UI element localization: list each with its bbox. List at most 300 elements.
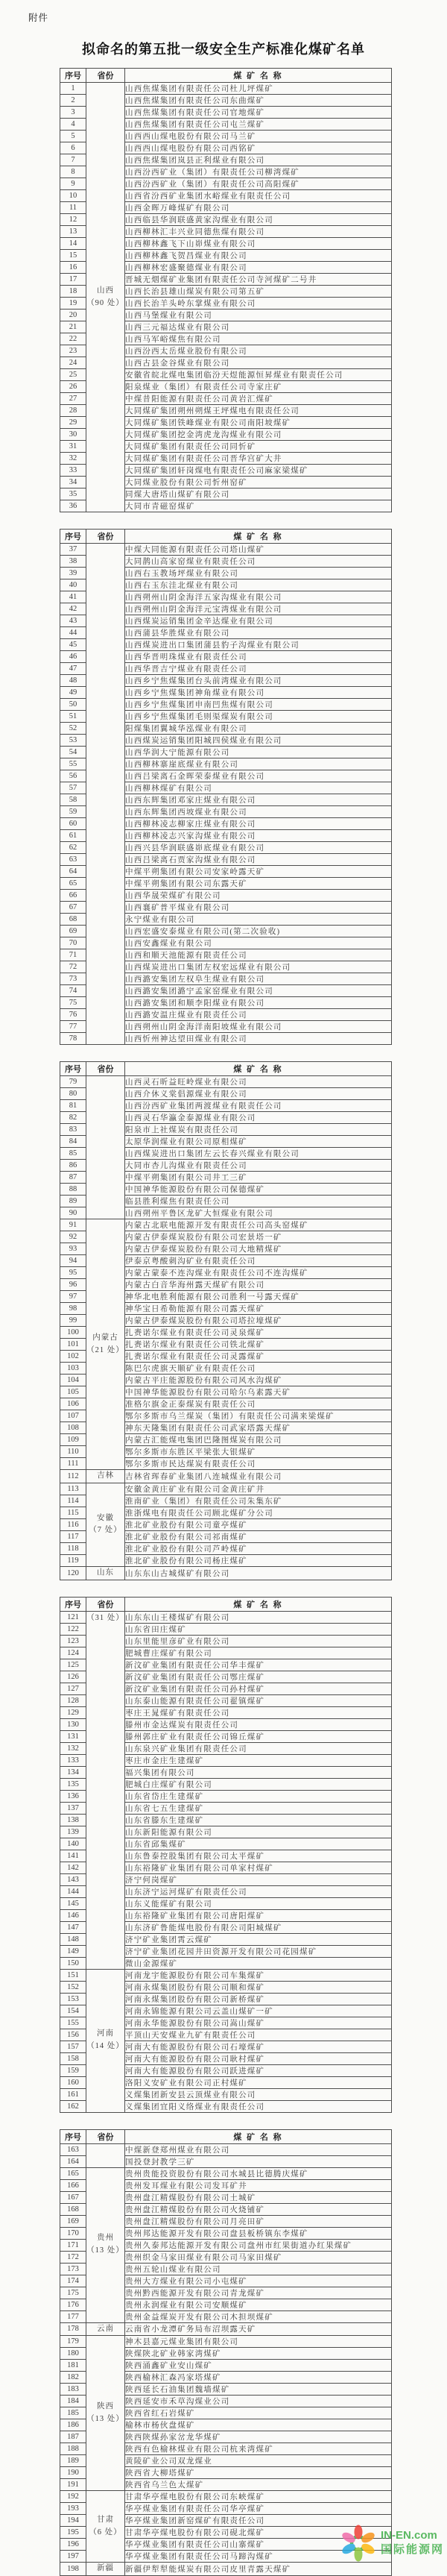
row-number-cell: 190 xyxy=(60,2467,86,2479)
mine-name-cell: 陕西延长石油集团魏墙煤矿 xyxy=(125,2384,392,2396)
mine-name-cell: 准格尔旗金正泰煤炭有限责任公司 xyxy=(125,1398,392,1410)
row-number-cell: 98 xyxy=(60,1303,86,1315)
mine-name-cell: 贵州盘江精煤股份有限公司月亮田矿 xyxy=(125,2215,392,2227)
row-number-cell: 162 xyxy=(60,2100,86,2112)
row-number-cell: 19 xyxy=(60,298,86,310)
mine-name-cell: 中煤平朔集团有限公司安家岭露天矿 xyxy=(125,866,392,878)
mine-name-cell: 大同市杏儿沟煤业有限责任公司 xyxy=(125,1160,392,1172)
table-row xyxy=(60,2322,392,2336)
attachment-label: 附件 xyxy=(28,13,49,23)
row-number-cell: 186 xyxy=(60,2419,86,2431)
mine-name-cell: 山西安鑫煤业有限公司 xyxy=(125,937,392,949)
row-number-cell: 126 xyxy=(60,1671,86,1683)
mine-name-cell: 鄂尔多斯市东胜区平梁张大银煤矿 xyxy=(125,1446,392,1458)
mine-name-cell: 山西柳林寨崖底煤业有限公司 xyxy=(125,758,392,770)
mine-list-table-3 xyxy=(60,1061,392,1580)
province-label-line: （13 处） xyxy=(86,2414,124,2423)
row-number-cell: 91 xyxy=(60,1219,86,1231)
mine-name-cell: 中煤平朔集团有限公司井工三矿 xyxy=(125,1172,392,1184)
mine-name-cell: 内蒙古平庄能源股份有限公司风水沟煤矿 xyxy=(125,1375,392,1386)
mine-name-cell: 山西乡宁焦煤集团神角煤业有限公司 xyxy=(125,687,392,699)
row-number-cell: 127 xyxy=(60,1683,86,1694)
column-header: 省份 xyxy=(86,530,125,544)
row-number-cell: 193 xyxy=(60,2503,86,2515)
column-header: 序号 xyxy=(60,69,86,83)
row-number-cell: 31 xyxy=(60,441,86,453)
row-number-cell: 47 xyxy=(60,663,86,675)
mine-name-cell: 贵州久泰邦达能源开发有限公司盘州市红果街道办红果煤矿 xyxy=(125,2239,392,2251)
row-number-cell: 41 xyxy=(60,591,86,603)
column-header: 序号 xyxy=(60,1597,86,1611)
row-number-cell: 105 xyxy=(60,1386,86,1398)
mine-name-cell: 山西灵石昕益旺岭煤业有限公司 xyxy=(125,1076,392,1088)
province-cell xyxy=(86,544,125,1045)
mine-name-cell: 永宁煤业有限公司 xyxy=(125,914,392,926)
watermark-site-text: IN-EN.com xyxy=(380,2529,437,2542)
mine-name-cell: 河南永华能源股份有限公司嵩山煤矿 xyxy=(125,2017,392,2029)
row-number-cell: 29 xyxy=(60,417,86,429)
row-number-cell: 96 xyxy=(60,1279,86,1291)
row-number-cell: 11 xyxy=(60,202,86,214)
mine-name-cell: 济宁矿业集团霄云煤矿 xyxy=(125,1933,392,1945)
row-number-cell: 181 xyxy=(60,2360,86,2372)
province-cell xyxy=(86,2336,125,2491)
mine-name-cell: 中煤新登郑州煤业有限公司 xyxy=(125,2143,392,2155)
row-number-cell: 84 xyxy=(60,1136,86,1148)
row-number-cell: 70 xyxy=(60,937,86,949)
row-number-cell: 121 xyxy=(60,1611,86,1623)
mine-name-cell: 山西兴县华润联盛峁底煤业有限公司 xyxy=(125,842,392,854)
mine-name-cell: 大同煤矿集团有限责任公司同忻矿 xyxy=(125,441,392,453)
mine-name-cell: 吉林省珲春矿业集团八连城煤业有限公司 xyxy=(125,1470,392,1483)
row-number-cell: 75 xyxy=(60,997,86,1009)
mine-name-cell: 滕州市金达煤炭有限责任公司 xyxy=(125,1718,392,1730)
row-number-cell: 89 xyxy=(60,1196,86,1207)
mine-name-cell: 山西三元福达煤业有限公司 xyxy=(125,321,392,333)
row-number-cell: 119 xyxy=(60,1554,86,1566)
row-number-cell: 50 xyxy=(60,699,86,711)
row-number-cell: 120 xyxy=(60,1566,86,1580)
mine-name-cell: 山西省汾西矿业集团水峪煤业有限责任公司 xyxy=(125,190,392,202)
mine-name-cell: 山西焦煤集团有限责任公司杜儿坪煤矿 xyxy=(125,83,392,95)
mine-name-cell: 甘肃华亭煤电股份有限公司砚北煤矿 xyxy=(125,2527,392,2539)
row-number-cell: 52 xyxy=(60,723,86,735)
province-label-line: （6 处） xyxy=(89,2528,122,2536)
row-number-cell: 135 xyxy=(60,1778,86,1790)
mine-list-table-4 xyxy=(60,1597,392,2113)
row-number-cell: 88 xyxy=(60,1184,86,1196)
row-number-cell: 142 xyxy=(60,1862,86,1873)
mine-name-cell: 阳泉市上社煤炭有限责任公司 xyxy=(125,1124,392,1136)
row-number-cell: 139 xyxy=(60,1826,86,1838)
mine-name-cell: 新汶矿业集团有限责任公司孙村煤矿 xyxy=(125,1683,392,1694)
mine-name-cell: 山东东山古城煤矿有限公司 xyxy=(125,1566,392,1580)
mine-name-cell: 义煤集团宜阳义络煤业有限责任公司 xyxy=(125,2100,392,2112)
mine-name-cell: 山西焦煤集团有限责任公司官地煤矿 xyxy=(125,107,392,119)
row-number-cell: 159 xyxy=(60,2064,86,2076)
row-number-cell: 178 xyxy=(60,2322,86,2336)
province-label-line: 甘肃 xyxy=(97,2516,114,2525)
mine-name-cell: 伊泰京粤酸刺沟矿业有限责任公司 xyxy=(125,1255,392,1267)
mine-name-cell: 山西柳林凌志柳家庄煤业有限公司 xyxy=(125,818,392,830)
mine-name-cell: 山东东山王楼煤矿有限公司 xyxy=(125,1611,392,1623)
province-label-line: 云南 xyxy=(97,2324,114,2333)
row-number-cell: 40 xyxy=(60,579,86,591)
row-number-cell: 180 xyxy=(60,2348,86,2360)
mine-name-cell: 山西汾西矿业（集团）有限责任公司柳湾煤矿 xyxy=(125,166,392,178)
row-number-cell: 194 xyxy=(60,2515,86,2527)
mine-name-cell: 山西忻州神达望田煤业有限公司 xyxy=(125,1033,392,1045)
table-row xyxy=(60,1969,392,1981)
row-number-cell: 170 xyxy=(60,2227,86,2239)
row-number-cell: 33 xyxy=(60,465,86,477)
mine-list-table-5 xyxy=(60,2129,392,2576)
row-number-cell: 129 xyxy=(60,1706,86,1718)
mine-name-cell: 山西西山煤电股份有限公司马兰矿 xyxy=(125,131,392,142)
province-cell xyxy=(86,2167,125,2322)
mine-name-cell: 山西东辉集团西坡煤业有限公司 xyxy=(125,806,392,818)
table-row xyxy=(60,2563,392,2576)
province-label-line: 河南 xyxy=(97,2029,114,2038)
page-title: 拟命名的第五批一级安全生产标准化煤矿名单 xyxy=(82,42,365,57)
row-number-cell: 49 xyxy=(60,687,86,699)
mine-name-cell: 山西柳林宏盛聚德煤业有限公司 xyxy=(125,262,392,274)
mine-name-cell: 大同市青磁窑煤矿 xyxy=(125,500,392,512)
province-cell xyxy=(86,1470,125,1483)
row-number-cell: 9 xyxy=(60,178,86,190)
mine-name-cell: 淮北矿业股份有限公司祁南煤矿 xyxy=(125,1530,392,1542)
mine-name-cell: 山东省田庄煤矿 xyxy=(125,1623,392,1635)
province-cell xyxy=(86,1076,125,1219)
row-number-cell: 183 xyxy=(60,2384,86,2396)
row-number-cell: 77 xyxy=(60,1021,86,1033)
mine-name-cell: 微山金源煤矿 xyxy=(125,1957,392,1969)
mine-name-cell: 太原华润煤业有限公司原相煤矿 xyxy=(125,1136,392,1148)
table-header-row xyxy=(60,530,392,544)
mine-name-cell: 山西柳林汇丰兴业同德焦煤有限公司 xyxy=(125,226,392,238)
row-number-cell: 145 xyxy=(60,1897,86,1909)
row-number-cell: 97 xyxy=(60,1291,86,1303)
table-sections xyxy=(0,68,447,2576)
row-number-cell: 7 xyxy=(60,154,86,166)
mine-name-cell: 阳煤集团翼城华泓煤业有限公司 xyxy=(125,723,392,735)
row-number-cell: 37 xyxy=(60,544,86,556)
row-number-cell: 148 xyxy=(60,1933,86,1945)
row-number-cell: 83 xyxy=(60,1124,86,1136)
row-number-cell: 1 xyxy=(60,83,86,95)
row-number-cell: 131 xyxy=(60,1730,86,1742)
province-cell xyxy=(86,1611,125,1969)
mine-name-cell: 大同煤矿集团朔州朔煤王坪煤电有限责任公司 xyxy=(125,405,392,417)
mine-name-cell: 华亭煤业集团有限责任公司华亭煤矿 xyxy=(125,2503,392,2515)
mine-name-cell: 内蒙古北联电能源开发有限责任公司高头窑煤矿 xyxy=(125,1219,392,1231)
row-number-cell: 82 xyxy=(60,1112,86,1124)
mine-name-cell: 山西长治县雄山煤炭有限公司第五矿 xyxy=(125,286,392,298)
mine-name-cell: 山西乡宁焦煤集团申南凹焦煤有限公司 xyxy=(125,699,392,711)
row-number-cell: 146 xyxy=(60,1909,86,1921)
row-number-cell: 92 xyxy=(60,1231,86,1243)
mine-name-cell: 山西华晋吉宁煤业有限责任公司 xyxy=(125,663,392,675)
mine-name-cell: 山西汾西太岳煤业股份有限公司 xyxy=(125,345,392,357)
row-number-cell: 38 xyxy=(60,556,86,568)
row-number-cell: 10 xyxy=(60,190,86,202)
row-number-cell: 168 xyxy=(60,2203,86,2215)
mine-name-cell: 山西汾西矿业（集团）有限责任公司高阳煤矿 xyxy=(125,178,392,190)
table-row xyxy=(60,2491,392,2503)
table-row xyxy=(60,1483,392,1495)
row-number-cell: 115 xyxy=(60,1507,86,1518)
mine-name-cell: 山西和顺天池能源有限责任公司 xyxy=(125,949,392,961)
column-header: 煤 矿 名 称 xyxy=(125,1062,392,1076)
mine-name-cell: 陕西陕煤孙家岔龙华煤矿 xyxy=(125,2431,392,2443)
mine-name-cell: 扎赉诺尔煤业有限责任公司灵泉煤矿 xyxy=(125,1327,392,1339)
province-label-line: （7 处） xyxy=(89,1526,122,1535)
mine-name-cell: 大同煤矿集团挖金湾虎龙沟煤业有限公司 xyxy=(125,429,392,441)
row-number-cell: 76 xyxy=(60,1009,86,1021)
mine-name-cell: 神东天隆集团有限责任公司武家塔露天煤矿 xyxy=(125,1422,392,1434)
table-row xyxy=(60,1219,392,1231)
mine-name-cell: 山西马堡煤业有限公司 xyxy=(125,310,392,321)
province-label-line: 山东 xyxy=(97,1568,114,1577)
row-number-cell: 124 xyxy=(60,1647,86,1659)
row-number-cell: 6 xyxy=(60,142,86,154)
mine-name-cell: 河南大有能源股份有限公司石壕煤矿 xyxy=(125,2041,392,2052)
mine-name-cell: 中煤平朔集团有限公司东露天矿 xyxy=(125,878,392,890)
row-number-cell: 57 xyxy=(60,782,86,794)
row-number-cell: 111 xyxy=(60,1458,86,1470)
row-number-cell: 185 xyxy=(60,2407,86,2419)
row-number-cell: 66 xyxy=(60,890,86,902)
row-number-cell: 34 xyxy=(60,477,86,489)
column-header: 省份 xyxy=(86,1597,125,1611)
mine-name-cell: 山东省七五生建煤矿 xyxy=(125,1802,392,1814)
mine-name-cell: 山西华晋明珠煤业有限责任公司 xyxy=(125,651,392,663)
column-header: 序号 xyxy=(60,530,86,544)
column-header: 省份 xyxy=(86,1062,125,1076)
mine-name-cell: 贵州盘江精煤股份有限公司土城矿 xyxy=(125,2191,392,2203)
mine-name-cell: 华亭煤业集团有限责任公司山寨煤矿 xyxy=(125,2539,392,2551)
row-number-cell: 61 xyxy=(60,830,86,842)
row-number-cell: 16 xyxy=(60,262,86,274)
mine-name-cell: 华亭煤业集团新窑煤矿有限责任公司 xyxy=(125,2515,392,2527)
mine-name-cell: 枣庄市金庄生建煤矿 xyxy=(125,1754,392,1766)
mine-name-cell: 山东里能里彦矿业有限公司 xyxy=(125,1635,392,1647)
mine-name-cell: 山西潞安温庄煤业有限责任公司 xyxy=(125,1009,392,1021)
province-label-line: 安徽 xyxy=(97,1513,114,1522)
row-number-cell: 123 xyxy=(60,1635,86,1647)
mine-name-cell: 内蒙古汇能煤电集团巴隆图煤炭有限公司 xyxy=(125,1434,392,1446)
row-number-cell: 113 xyxy=(60,1483,86,1495)
row-number-cell: 65 xyxy=(60,878,86,890)
row-number-cell: 188 xyxy=(60,2443,86,2455)
mine-name-cell: 陕西榆林汇森冯家塔煤矿 xyxy=(125,2372,392,2384)
mine-name-cell: 陕西涌鑫矿业安山煤矿 xyxy=(125,2360,392,2372)
table-header-row xyxy=(60,1597,392,1611)
column-header: 煤 矿 名 称 xyxy=(125,1597,392,1611)
mine-name-cell: 山西煤炭进出口集团左云长春兴煤业有限公司 xyxy=(125,1148,392,1160)
mine-name-cell: 淮北矿业股份有限公司童亭煤矿 xyxy=(125,1518,392,1530)
row-number-cell: 112 xyxy=(60,1470,86,1483)
mine-name-cell: 中煤大同能源有限责任公司塔山煤矿 xyxy=(125,544,392,556)
mine-name-cell: 山西焦煤集团岚县正利煤业有限公司 xyxy=(125,154,392,166)
province-label-line: 内蒙古 xyxy=(92,1333,118,1342)
row-number-cell: 90 xyxy=(60,1207,86,1219)
mine-name-cell: 山西古县金谷煤业有限公司 xyxy=(125,357,392,369)
mine-name-cell: 贵州织金马家田煤业有限公司马家田煤矿 xyxy=(125,2251,392,2263)
mine-name-cell: 滕州郭庄矿业有限责任公司锦丘煤矿 xyxy=(125,1730,392,1742)
row-number-cell: 5 xyxy=(60,131,86,142)
row-number-cell: 13 xyxy=(60,226,86,238)
row-number-cell: 103 xyxy=(60,1363,86,1375)
row-number-cell: 107 xyxy=(60,1410,86,1422)
row-number-cell: 191 xyxy=(60,2479,86,2491)
row-number-cell: 109 xyxy=(60,1434,86,1446)
mine-name-cell: 山西朔州山阴金海洋元宝湾煤业有限公司 xyxy=(125,603,392,615)
province-label-line: （90 处） xyxy=(86,298,124,307)
row-number-cell: 122 xyxy=(60,1623,86,1635)
row-number-cell: 192 xyxy=(60,2491,86,2503)
row-number-cell: 69 xyxy=(60,926,86,937)
mine-name-cell: 陕西省乌兰色太煤矿 xyxy=(125,2479,392,2491)
mine-name-cell: 神木县嘉元煤业集团有限公司 xyxy=(125,2336,392,2348)
row-number-cell: 172 xyxy=(60,2251,86,2263)
row-number-cell: 53 xyxy=(60,735,86,747)
mine-name-cell: 山东裕隆矿业集团有限公司唐阳煤矿 xyxy=(125,1909,392,1921)
row-number-cell: 81 xyxy=(60,1100,86,1112)
mine-name-cell: 黄陵矿业公司双龙煤业 xyxy=(125,2455,392,2467)
mine-name-cell: 枣庄王晁煤矿有限责任公司 xyxy=(125,1706,392,1718)
mine-name-cell: 山西煤炭进出口集团蒲县豹子沟煤业有限公司 xyxy=(125,639,392,651)
mine-name-cell: 济宁矿业集团花园井田资源开发有限公司花园煤矿 xyxy=(125,1945,392,1957)
mine-name-cell: 大同煤矿集团有限责任公司晋华宫矿大井 xyxy=(125,453,392,465)
mine-name-cell: 山西柳林煤矿有限公司 xyxy=(125,782,392,794)
table-row xyxy=(60,2167,392,2179)
mine-name-cell: 陕西省大柳塔煤矿 xyxy=(125,2467,392,2479)
mine-name-cell: 山西西山煤电股份有限公司西铭矿 xyxy=(125,142,392,154)
table-header-row xyxy=(60,1062,392,1076)
row-number-cell: 64 xyxy=(60,866,86,878)
mine-name-cell: 大同鹊山高家窑煤业有限责任公司 xyxy=(125,556,392,568)
mine-name-cell: 洛阳义安矿业有限公司正村煤矿 xyxy=(125,2076,392,2088)
mine-name-cell: 神华宝日希勒能源有限公司露天煤矿 xyxy=(125,1303,392,1315)
row-number-cell: 147 xyxy=(60,1921,86,1933)
mine-name-cell: 山东省岱庄生建煤矿 xyxy=(125,1790,392,1802)
mine-name-cell: 山西焦煤集团有限责任公司东曲煤矿 xyxy=(125,95,392,107)
table-row xyxy=(60,83,392,95)
province-cell xyxy=(86,1219,125,1470)
mine-name-cell: 大同煤矿集团铁峰煤业有限公司南阳坡煤矿 xyxy=(125,417,392,429)
flower-petal xyxy=(354,2548,362,2562)
column-header: 序号 xyxy=(60,2129,86,2143)
row-number-cell: 87 xyxy=(60,1172,86,1184)
row-number-cell: 102 xyxy=(60,1351,86,1363)
row-number-cell: 39 xyxy=(60,568,86,579)
mine-name-cell: 内蒙古伊泰煤炭股份有限公司大地精煤矿 xyxy=(125,1243,392,1255)
row-number-cell: 44 xyxy=(60,627,86,639)
mine-name-cell: 河南龙宇能源股份有限公司车集煤矿 xyxy=(125,1969,392,1981)
row-number-cell: 36 xyxy=(60,500,86,512)
row-number-cell: 116 xyxy=(60,1518,86,1530)
mine-name-cell: 中煤昔阳能源有限责任公司黄岩汇煤矿 xyxy=(125,393,392,405)
mine-name-cell: 山西潞安集团左权阜生煤业有限公司 xyxy=(125,973,392,985)
province-label-line: （21 处） xyxy=(86,1345,124,1354)
province-label-line: 新疆 xyxy=(97,2564,114,2573)
mine-name-cell: 云南省小龙潭矿务局布沼坝露天矿 xyxy=(125,2322,392,2336)
mine-name-cell: 山东省邱集煤矿 xyxy=(125,1838,392,1850)
table-row xyxy=(60,2143,392,2155)
mine-name-cell: 内蒙古蒙泰不连沟煤业有限责任公司不连沟煤矿 xyxy=(125,1267,392,1279)
row-number-cell: 164 xyxy=(60,2155,86,2167)
mine-name-cell: 新疆伊犁犁能煤炭有限公司皮里青露天煤矿 xyxy=(125,2563,392,2576)
mine-name-cell: 山西金晖万峰煤矿有限公司 xyxy=(125,202,392,214)
row-number-cell: 141 xyxy=(60,1850,86,1862)
province-cell xyxy=(86,2491,125,2563)
row-number-cell: 94 xyxy=(60,1255,86,1267)
mine-name-cell: 河南大有能源股份有限公司耿村煤矿 xyxy=(125,2052,392,2064)
row-number-cell: 154 xyxy=(60,2005,86,2017)
mine-name-cell: 贵州黔西能源开发有限公司青龙煤矿 xyxy=(125,2287,392,2299)
mine-name-cell: 山东济矿鲁能煤电股份有限公司阳城煤矿 xyxy=(125,1921,392,1933)
mine-name-cell: 贵州邦达能源开发有限公司盘县板桥镇东李煤矿 xyxy=(125,2227,392,2239)
row-number-cell: 56 xyxy=(60,770,86,782)
row-number-cell: 28 xyxy=(60,405,86,417)
mine-name-cell: 山东省滕东生建煤矿 xyxy=(125,1814,392,1826)
row-number-cell: 118 xyxy=(60,1542,86,1554)
mine-name-cell: 河南永煤集团股份有限公司顺和煤矿 xyxy=(125,1981,392,1993)
mine-name-cell: 山西东辉集团邓家庄煤业有限公司 xyxy=(125,794,392,806)
row-number-cell: 163 xyxy=(60,2143,86,2155)
mine-name-cell: 陕煤陕北矿业韩家湾煤矿 xyxy=(125,2348,392,2360)
row-number-cell: 143 xyxy=(60,1873,86,1885)
mine-name-cell: 山西宏盛安泰煤业有限公司(第二次验收) xyxy=(125,926,392,937)
mine-name-cell: 安徽省皖北煤电集团临汾天煜能源恒昇煤业有限责任公司 xyxy=(125,369,392,381)
column-header: 序号 xyxy=(60,1062,86,1076)
mine-name-cell: 榆林市杨伙盘煤矿 xyxy=(125,2419,392,2431)
mine-name-cell: 扎赉诺尔煤业有限责任公司灵露煤矿 xyxy=(125,1351,392,1363)
row-number-cell: 165 xyxy=(60,2167,86,2179)
column-header: 煤 矿 名 称 xyxy=(125,530,392,544)
row-number-cell: 80 xyxy=(60,1088,86,1100)
mine-name-cell: 山东义能煤矿有限公司 xyxy=(125,1897,392,1909)
mine-name-cell: 山西吕梁离石贾家沟煤业有限公司 xyxy=(125,854,392,866)
province-label-line: 吉林 xyxy=(97,1471,114,1480)
row-number-cell: 167 xyxy=(60,2191,86,2203)
mine-name-cell: 晋城无烟煤矿业集团有限责任公司寺河煤矿二号井 xyxy=(125,274,392,286)
mine-name-cell: 山西右玉东洼北煤业有限公司 xyxy=(125,579,392,591)
mine-name-cell: 河南永煤集团股份有限公司新桥煤矿 xyxy=(125,1993,392,2005)
row-number-cell: 198 xyxy=(60,2563,86,2576)
mine-name-cell: 山西襄矿普平煤业有限公司 xyxy=(125,902,392,914)
row-number-cell: 32 xyxy=(60,453,86,465)
row-number-cell: 174 xyxy=(60,2275,86,2287)
watermark xyxy=(337,2522,444,2564)
row-number-cell: 17 xyxy=(60,274,86,286)
row-number-cell: 108 xyxy=(60,1422,86,1434)
mine-name-cell: 国投登封教学三矿 xyxy=(125,2155,392,2167)
mine-name-cell: 临县胜利煤焦有限责任公司 xyxy=(125,1196,392,1207)
row-number-cell: 8 xyxy=(60,166,86,178)
row-number-cell: 117 xyxy=(60,1530,86,1542)
mine-name-cell: 贵州五轮山煤业有限公司 xyxy=(125,2263,392,2275)
mine-name-cell: 新汶矿业集团有限责任公司鄂庄煤矿 xyxy=(125,1671,392,1683)
row-number-cell: 15 xyxy=(60,250,86,262)
row-number-cell: 160 xyxy=(60,2076,86,2088)
row-number-cell: 26 xyxy=(60,381,86,393)
row-number-cell: 54 xyxy=(60,747,86,758)
row-number-cell: 157 xyxy=(60,2041,86,2052)
row-number-cell: 150 xyxy=(60,1957,86,1969)
table-row xyxy=(60,1566,392,1580)
